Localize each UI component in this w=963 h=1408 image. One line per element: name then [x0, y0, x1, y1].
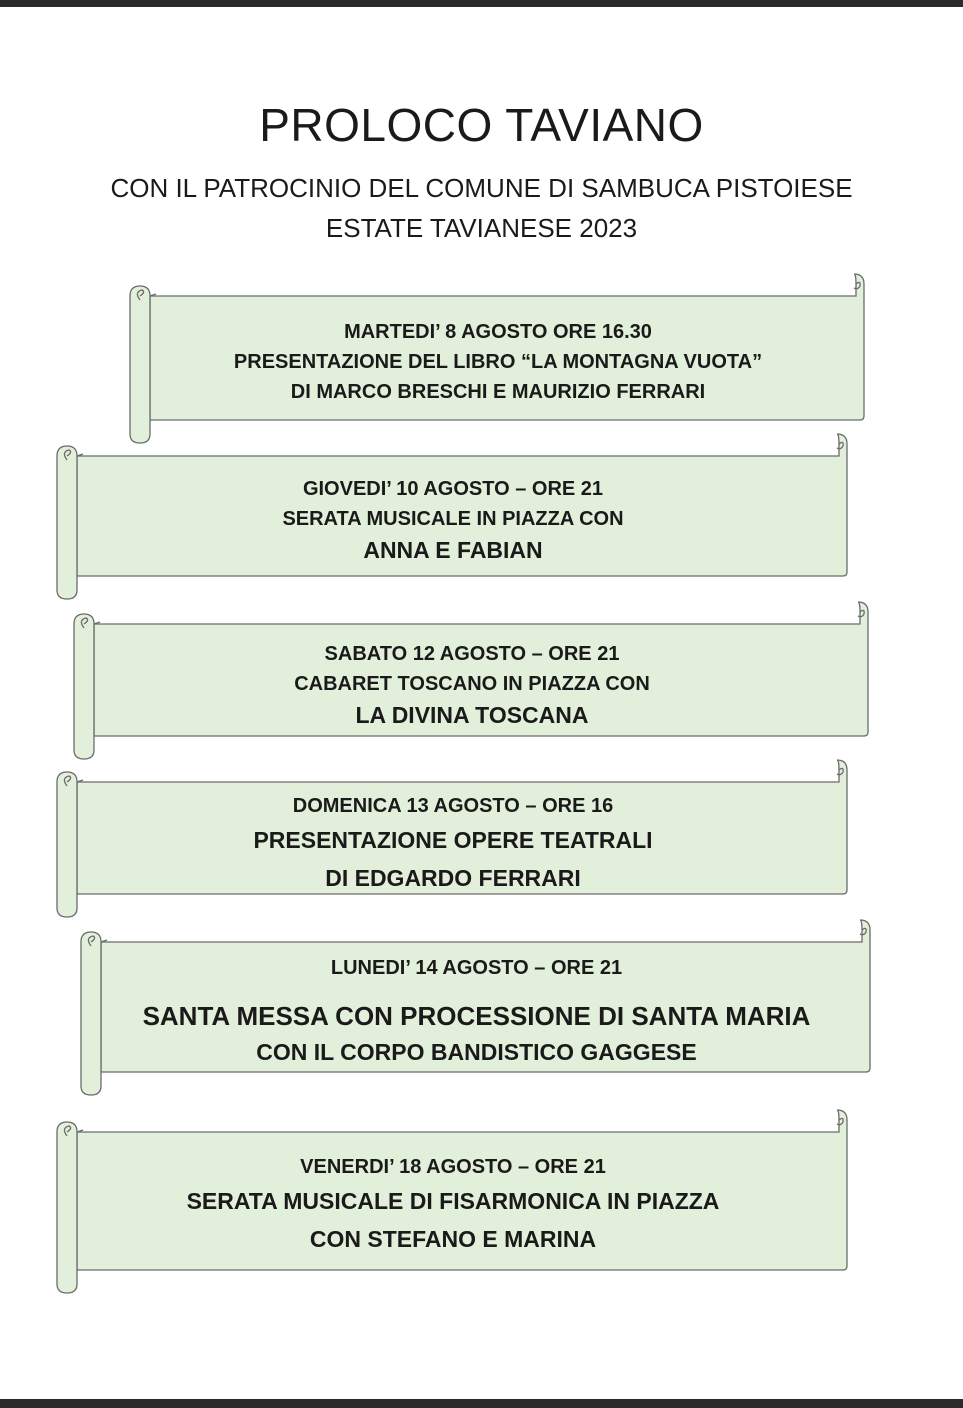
event-description: SANTA MESSA CON PROCESSIONE DI SANTA MARIA: [142, 1001, 811, 1031]
event-performer: CON IL CORPO BANDISTICO GAGGESE: [256, 1039, 697, 1065]
patronage-subtitle: CON IL PATROCINIO DEL COMUNE DI SAMBUCA PISTOIESE: [110, 173, 853, 203]
event-date-time: SABATO 12 AGOSTO – ORE 21: [324, 643, 620, 665]
event-description: SERATA MUSICALE IN PIAZZA CON: [282, 508, 624, 530]
event-description: SERATA MUSICALE DI FISARMONICA IN PIAZZA: [186, 1188, 720, 1214]
event-date-time: DOMENICA 13 AGOSTO – ORE 16: [292, 795, 614, 817]
event-text: [85, 462, 821, 578]
event-scroll-1: [128, 272, 868, 444]
event-performer: ANNA E FABIAN: [363, 537, 543, 563]
event-date-time: VENERDI’ 18 AGOSTO – ORE 21: [300, 1156, 606, 1178]
event-date-time: GIOVEDI’ 10 AGOSTO – ORE 21: [302, 478, 604, 500]
event-scroll-6: [55, 1108, 851, 1294]
season-subtitle: ESTATE TAVIANESE 2023: [325, 213, 638, 243]
event-scroll-4: [55, 758, 851, 918]
event-text: [85, 788, 821, 900]
event-performer: CON STEFANO E MARINA: [309, 1226, 597, 1252]
event-performer: DI EDGARDO FERRARI: [325, 865, 581, 891]
event-description: PRESENTAZIONE OPERE TEATRALI: [253, 827, 653, 853]
event-date-time: MARTEDI’ 8 AGOSTO ORE 16.30: [344, 321, 652, 343]
event-text: [158, 302, 838, 422]
event-text: [105, 946, 848, 1076]
top-edge-bar: [0, 0, 963, 7]
page-title: PROLOCO TAVIANO: [259, 99, 704, 151]
event-text: [102, 630, 842, 740]
event-date-time: LUNEDI’ 14 AGOSTO – ORE 21: [330, 957, 623, 979]
event-text: [85, 1138, 821, 1272]
bottom-edge-bar: [0, 1399, 963, 1408]
event-scroll-5: [79, 918, 874, 1096]
event-description: PRESENTAZIONE DEL LIBRO “LA MONTAGNA VUOTA”: [233, 351, 763, 373]
event-scroll-2: [55, 432, 851, 600]
event-description: CABARET TOSCANO IN PIAZZA CON: [294, 673, 650, 695]
event-scroll-3: [72, 600, 872, 760]
event-performer: DI MARCO BRESCHI E MAURIZIO FERRARI: [290, 381, 706, 403]
event-performer: LA DIVINA TOSCANA: [355, 702, 589, 728]
